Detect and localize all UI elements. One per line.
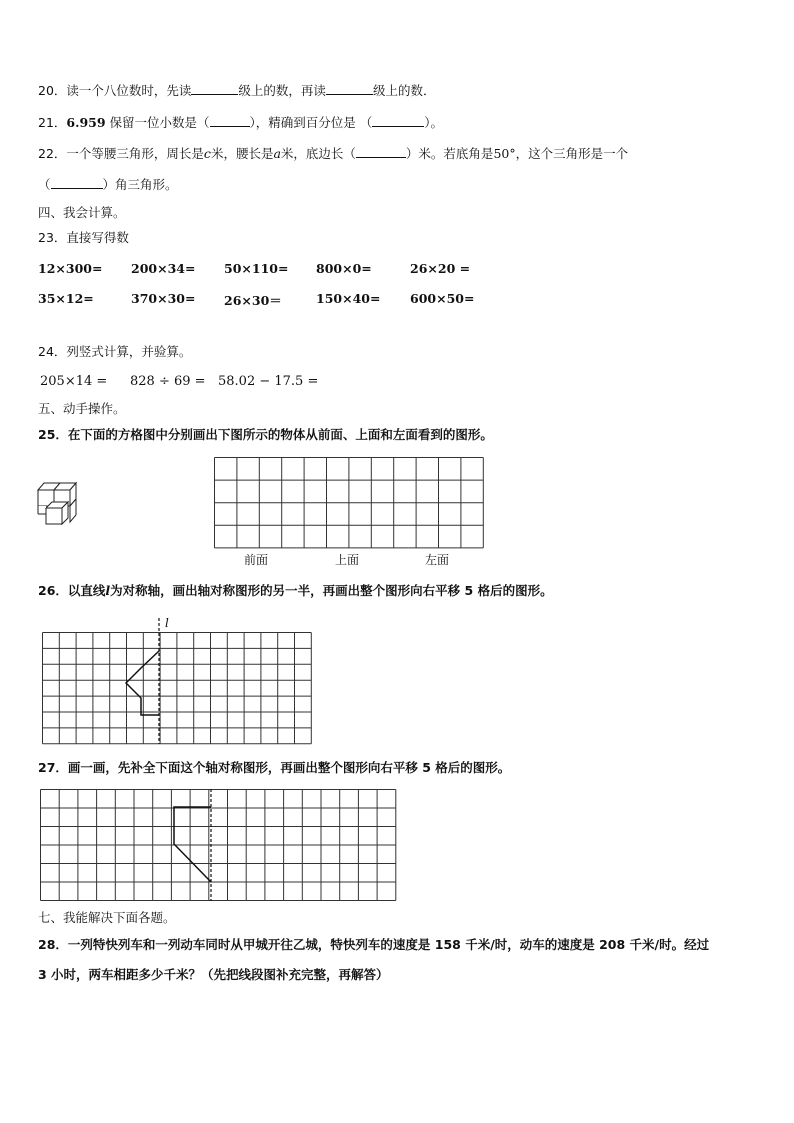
grid-label-top: 上面 xyxy=(335,553,360,567)
calc-item: 150×40= xyxy=(316,291,381,306)
calc-item: 200×34= xyxy=(131,261,196,276)
calc-item: 12×300= xyxy=(38,261,103,276)
answer-blank[interactable] xyxy=(326,82,373,95)
question-20: 20．读一个八位数时，先读 级上的数，再读 级上的数． xyxy=(38,83,436,98)
answer-blank[interactable] xyxy=(210,114,250,127)
question-27-title: 27．画一画，先补全下面这个轴对称图形，再画出整个图形向右平移 5 格后的图形。 xyxy=(38,760,511,775)
symmetry-grid-27[interactable] xyxy=(40,789,402,901)
calc-item: 370×30= xyxy=(131,291,196,306)
vertical-calc-item: 828 ÷ 69 = xyxy=(130,374,206,389)
question-28-line2: 3 小时，两车相距多少千米？（先把线段图补充完整，再解答） xyxy=(38,967,389,982)
answer-blank[interactable] xyxy=(372,114,424,127)
calc-item: 35×12= xyxy=(38,291,94,306)
answer-blank[interactable] xyxy=(51,176,103,189)
symmetry-grid-26[interactable] xyxy=(42,618,322,744)
half-figure xyxy=(126,651,159,715)
question-number: 20． xyxy=(38,83,67,98)
question-28-line1: 28．一列特快列车和一列动车同时从甲城开往乙城，特快列车的速度是 158 千米/时，动车的速度是 208 千米/时。经过 xyxy=(38,937,710,952)
grid-label-front: 前面 xyxy=(244,553,269,567)
question-24-title: 24．列竖式计算，并验算。 xyxy=(38,344,192,359)
section-title: 七、我能解决下面各题。 xyxy=(38,910,176,925)
view-drawing-grid[interactable] xyxy=(214,457,484,549)
vertical-calc-item: 58.02 − 17.5 = xyxy=(218,374,319,389)
section-title: 四、我会计算。 xyxy=(38,205,126,220)
question-22-cont: （ ）角三角形。 xyxy=(38,177,178,192)
calc-item: 600×50= xyxy=(410,291,475,306)
axis-label-l: l xyxy=(165,616,169,630)
question-22: 22．一个等腰三角形，周长是c米，腰长是a米，底边长（ ）米。若底角是50°，这个三角形是一个 xyxy=(38,146,629,161)
calc-item: 800×0= xyxy=(316,261,372,276)
question-25-title: 25．在下面的方格图中分别画出下图所示的物体从前面、上面和左面看到的图形。 xyxy=(38,427,493,442)
calc-item: 26×20 = xyxy=(410,261,471,276)
question-26: 26．以直线l为对称轴，画出轴对称图形的另一半，再画出整个图形向右平移 5 格后的图形。 xyxy=(38,583,553,598)
answer-blank[interactable] xyxy=(191,82,238,95)
answer-blank[interactable] xyxy=(356,145,406,158)
decimal-value: 6.959 xyxy=(66,115,106,130)
variable-c: c xyxy=(203,146,211,161)
vertical-calc-item: 205×14 = xyxy=(40,374,108,389)
variable-a: a xyxy=(273,146,281,161)
question-23-title: 23．直接写得数 xyxy=(38,230,129,245)
variable-l: l xyxy=(105,583,111,598)
calc-item: 50×110= xyxy=(224,261,289,276)
question-21: 21．6.959 保留一位小数是（ ），精确到百分位是 （ ）。 xyxy=(38,115,444,130)
cube-stack-figure xyxy=(36,480,84,528)
calc-item: 26×30＝ xyxy=(224,293,282,308)
angle-value: 50° xyxy=(493,146,516,161)
grid-label-left: 左面 xyxy=(425,553,450,567)
section-title: 五、动手操作。 xyxy=(38,401,126,416)
